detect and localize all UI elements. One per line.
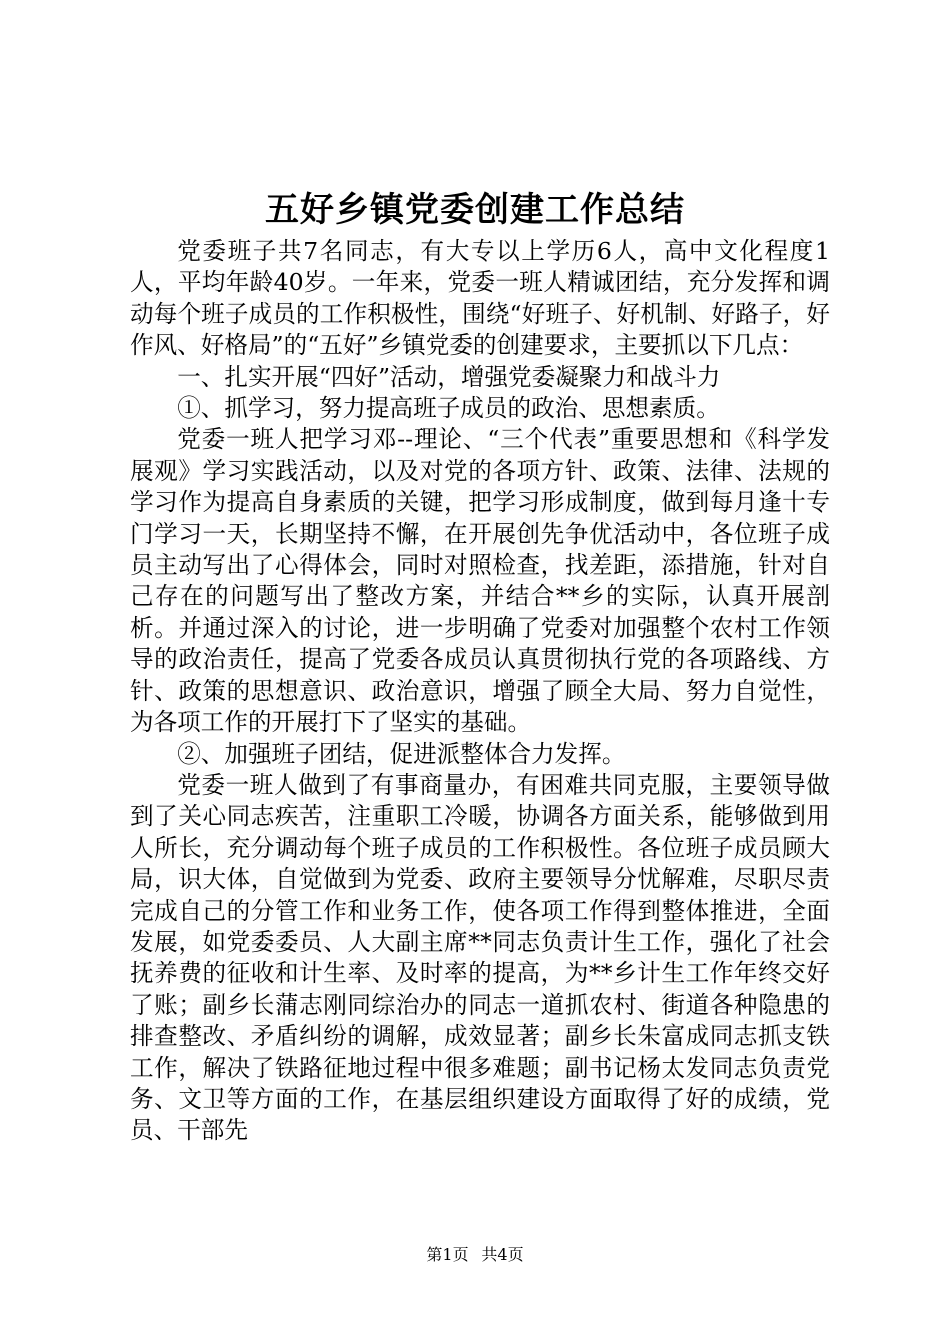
paragraph-unity: 党委一班人做到了有事商量办，有困难共同克服，主要领导做到了关心同志疾苦，注重职工冷暖，协调各方面关系，能够做到用人所长，充分调动每个班子成员的工作积极性。各位班子成员顾大局，识大体，自觉做到为党委、政府主要领导分忧解难，尽职尽责完成自己的分管工作和业务工作，使各项工作得到整体推进，全面发展，如党委委员、人大副主席**同志负责计生工作，强化了社会抚养费的征收和计生率、及时率的提高，为**乡计生工作年终交好了账；副乡长蒲志刚同综治办的同志一道抓农村、街道各种隐患的排查整改、矛盾纠纷的调解，成效显著；副乡长朱富成同志抓支铁工作，解决了铁路征地过程中很多难题；副书记杨太发同志负责党务、文卫等方面的工作，在基层组织建设方面取得了好的成绩，党员、干部先 bbox=[130, 770, 830, 1145]
document-body bbox=[130, 236, 830, 1147]
page-total: 共4页 bbox=[481, 1245, 524, 1264]
subheading-1: ①、抓学习，努力提高班子成员的政治、思想素质。 bbox=[177, 394, 720, 423]
subheading-2: ②、加强班子团结，促进派整体合力发挥。 bbox=[177, 739, 626, 768]
page-number: 第1页 bbox=[426, 1245, 469, 1264]
section-heading-1: 一、扎实开展“四好”活动，增强党委凝聚力和战斗力 bbox=[177, 362, 721, 391]
document-title: 五好乡镇党委创建工作总结 bbox=[265, 190, 685, 230]
paragraph-intro: 党委班子共7名同志，有大专以上学历6人，高中文化程度1人，平均年龄40岁。一年来，党委一班人精诚团结，充分发挥和调动每个班子成员的工作积极性，围绕“好班子、好机制、好路子，好作风、好格局”的“五好”乡镇党委的创建要求，主要抓以下几点： bbox=[130, 237, 830, 360]
paragraph-study: 党委一班人把学习邓--理论、“三个代表”重要思想和《科学发展观》学习实践活动，以及对党的各项方针、政策、法律、法规的学习作为提高自身素质的关键，把学习形成制度，做到每月逢十专门学习一天，长期坚持不懈，在开展创先争优活动中，各位班子成员主动写出了心得体会，同时对照检查，找差距，添措施，针对自己存在的问题写出了整改方案，并结合**乡的实际，认真开展剖析。并通过深入的讨论，进一步明确了党委对加强整个农村工作领导的政治责任，提高了党委各成员认真贯彻执行党的各项路线、方针、政策的思想意识、政治意识，增强了顾全大局、努力自觉性，为各项工作的开展打下了坚实的基础。 bbox=[130, 425, 830, 737]
page-footer bbox=[0, 1244, 950, 1266]
